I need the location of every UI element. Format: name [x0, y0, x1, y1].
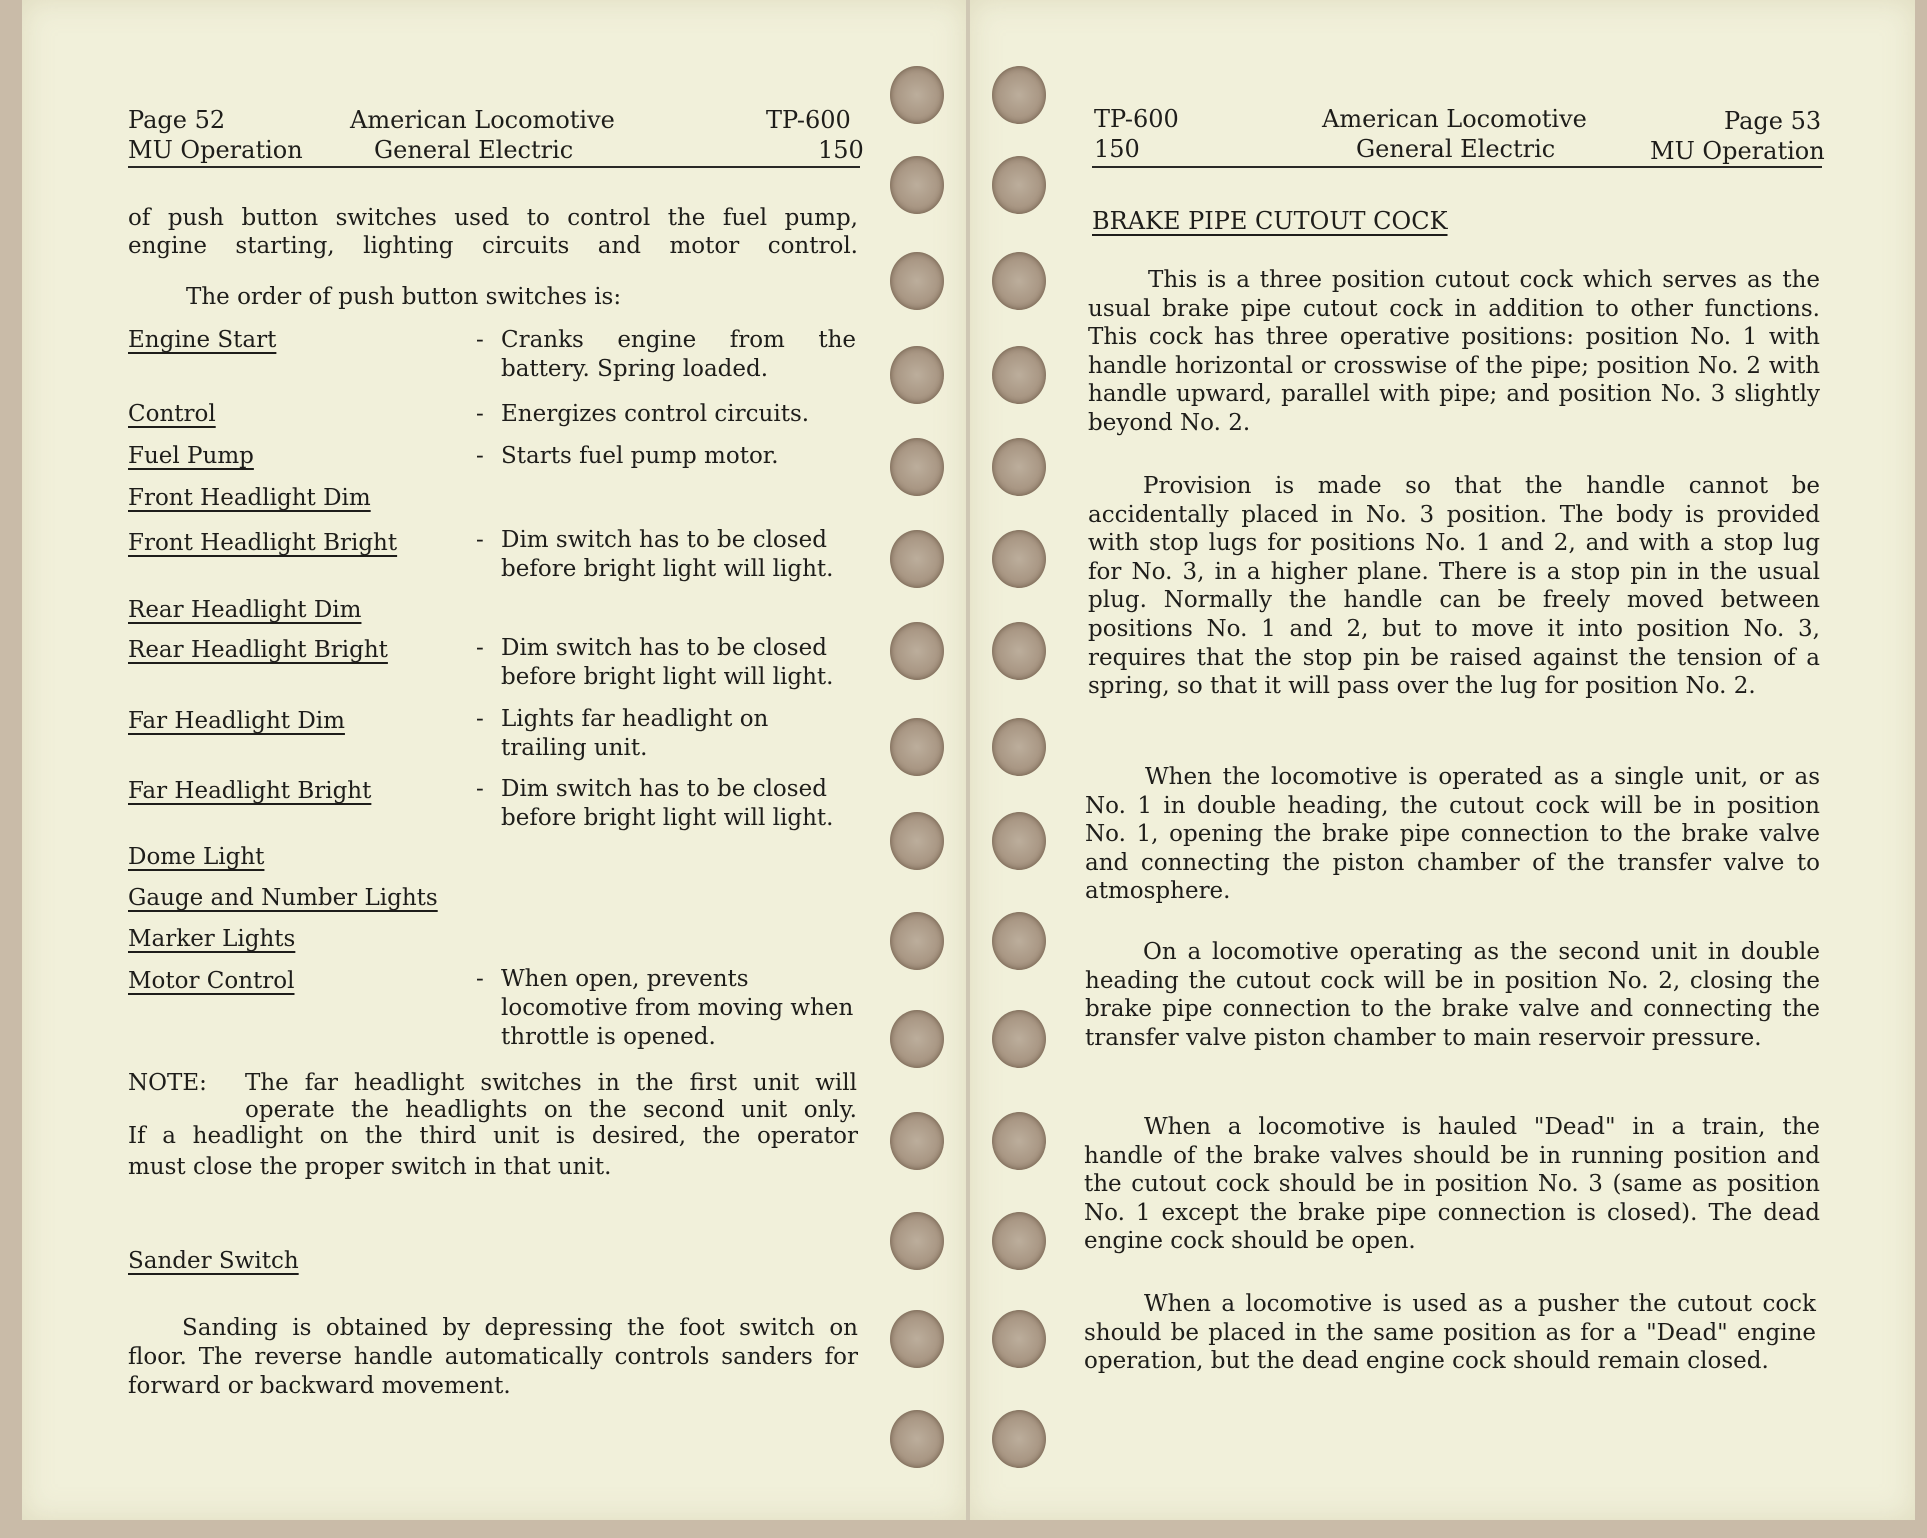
left-header-rule [128, 166, 860, 168]
binding-hole [992, 622, 1046, 680]
binding-hole [992, 66, 1046, 124]
binding-hole [890, 912, 944, 970]
switch-term: Dome Light [128, 844, 265, 870]
binding-hole [890, 346, 944, 404]
binding-hole [890, 1310, 944, 1368]
switch-term: Motor Control [128, 968, 295, 994]
dash: - [476, 327, 484, 353]
note-line: The far headlight switches in the first unit will [245, 1070, 857, 1096]
binding-hole [890, 718, 944, 776]
switch-term: Front Headlight Dim [128, 485, 371, 511]
paragraph-6: When a locomotive is used as a pusher the cutout cock should be placed in the same position as for a "Dead" engine operation, but the dead engine cock should remain closed. [1084, 1291, 1816, 1375]
paragraph-5: When a locomotive is hauled "Dead" in a train, the handle of the brake valves should be in running position and the cutout cock should be in position No. 3 (same as position No. 1 except the brake pipe connection is closed). The dead engine cock should be open. [1084, 1114, 1820, 1255]
right-header-page: Page 53 [1724, 107, 1822, 135]
left-header-company: American Locomotive [350, 106, 615, 134]
binding-hole [890, 252, 944, 310]
note-line: If a headlight on the third unit is desired, the operator [128, 1123, 858, 1149]
right-header-company: American Locomotive [1322, 105, 1587, 133]
switch-term: Fuel Pump [128, 443, 254, 469]
left-header-page: Page 52 [128, 106, 226, 134]
left-header-section: MU Operation [128, 136, 303, 164]
paragraph-4: On a locomotive operating as the second unit in double heading the cutout cock will be in position No. 2, closing the brake pipe connection to the brake valve and connecting the transfer valve piston chamber to main reservoir pressure. [1085, 939, 1820, 1051]
right-header-rule [1092, 166, 1822, 168]
paragraph-1: This is a three position cutout cock which serves as the usual brake pipe cutout cock in addition to other functions. This cock has three operative positions: position No. 1 with handle horizontal or crosswise of the pipe; position No. 2 with handle upward, parallel with pipe; and position No. 3 slightly beyond No. 2. [1088, 267, 1820, 436]
binding-hole [992, 912, 1046, 970]
binding-hole [992, 530, 1046, 588]
binding-hole [890, 66, 944, 124]
switch-term: Control [128, 401, 216, 427]
switch-desc: Starts fuel pump motor. [501, 443, 779, 469]
switch-desc: Dim switch has to be closed before bright light will light. [501, 635, 834, 690]
note-line: operate the headlights on the second unit only. [245, 1097, 857, 1123]
binding-hole [890, 1112, 944, 1170]
dash: - [476, 776, 484, 802]
binding-hole [992, 438, 1046, 496]
left-header-number: 150 [818, 136, 864, 164]
switch-desc: Energizes control circuits. [501, 401, 810, 427]
binding-hole [992, 156, 1046, 214]
right-header-company2: General Electric [1356, 135, 1556, 163]
switch-term: Far Headlight Dim [128, 708, 345, 734]
switch-term: Gauge and Number Lights [128, 885, 438, 911]
switch-desc: Lights far headlight on trailing unit. [501, 706, 769, 761]
switch-term: Rear Headlight Bright [128, 637, 388, 663]
binding-hole [890, 438, 944, 496]
order-line: The order of push button switches is: [186, 284, 622, 310]
binding-hole [992, 1310, 1046, 1368]
dash: - [476, 706, 484, 732]
note-line: must close the proper switch in that unit. [128, 1154, 612, 1180]
binding-hole [992, 1112, 1046, 1170]
sander-heading: Sander Switch [128, 1248, 299, 1274]
binding-hole [890, 812, 944, 870]
binding-gutter [966, 0, 970, 1520]
switch-desc: Dim switch has to be closed before bright light will light. [501, 776, 834, 831]
binding-hole [992, 1010, 1046, 1068]
left-header-company2: General Electric [374, 136, 574, 164]
binding-hole [890, 530, 944, 588]
left-header-doc: TP-600 [766, 106, 851, 134]
binding-hole [992, 346, 1046, 404]
switch-term: Engine Start [128, 327, 277, 353]
binding-hole [992, 812, 1046, 870]
binding-hole [992, 252, 1046, 310]
binding-hole [890, 1010, 944, 1068]
switch-term: Marker Lights [128, 926, 296, 952]
switch-term: Far Headlight Bright [128, 778, 372, 804]
dash: - [476, 401, 484, 427]
right-header-number: 150 [1094, 135, 1140, 163]
dash: - [476, 635, 484, 661]
dash: - [476, 443, 484, 469]
binding-hole [992, 718, 1046, 776]
switch-desc: When open, prevents locomotive from moving when throttle is opened. [501, 966, 854, 1050]
dash: - [476, 966, 484, 992]
binding-hole [890, 622, 944, 680]
sander-text: Sanding is obtained by depressing the foot switch on floor. The reverse handle automatically controls sanders for forward or backward movement. [128, 1315, 858, 1399]
right-header-section: MU Operation [1650, 137, 1825, 165]
note-label: NOTE: [128, 1070, 207, 1096]
intro-line-1: of push button switches used to control the fuel pump, [128, 205, 858, 231]
paragraph-3: When the locomotive is operated as a single unit, or as No. 1 in double heading, the cutout cock will be in position No. 1, opening the brake pipe connection to the brake valve and connecting the piston chamber of the transfer valve to atmosphere. [1085, 764, 1820, 905]
paragraph-2: Provision is made so that the handle cannot be accidentally placed in No. 3 position. The body is provided with stop lugs for positions No. 1 and 2, and with a stop lug for No. 3, in a higher plane. There is a stop pin in the usual plug. Normally the handle can be freely moved between positions No. 1 and 2, but to move it into position No. 3, requires that the stop pin be raised against the tension of a spring, so that it will pass over the lug for position No. 2. [1088, 473, 1820, 700]
binding-hole [890, 1410, 944, 1468]
binding-hole [890, 156, 944, 214]
switch-desc: Cranks engine from the battery. Spring loaded. [501, 327, 856, 382]
binding-hole [890, 1212, 944, 1270]
dash: - [476, 527, 484, 553]
brake-pipe-heading: BRAKE PIPE CUTOUT COCK [1092, 207, 1448, 235]
binding-hole [992, 1410, 1046, 1468]
switch-term: Rear Headlight Dim [128, 597, 362, 623]
binding-hole [992, 1212, 1046, 1270]
switch-term: Front Headlight Bright [128, 530, 398, 556]
intro-line-2: engine starting, lighting circuits and motor control. [128, 233, 858, 259]
switch-desc: Dim switch has to be closed before bright light will light. [501, 527, 834, 582]
right-header-doc: TP-600 [1094, 105, 1179, 133]
